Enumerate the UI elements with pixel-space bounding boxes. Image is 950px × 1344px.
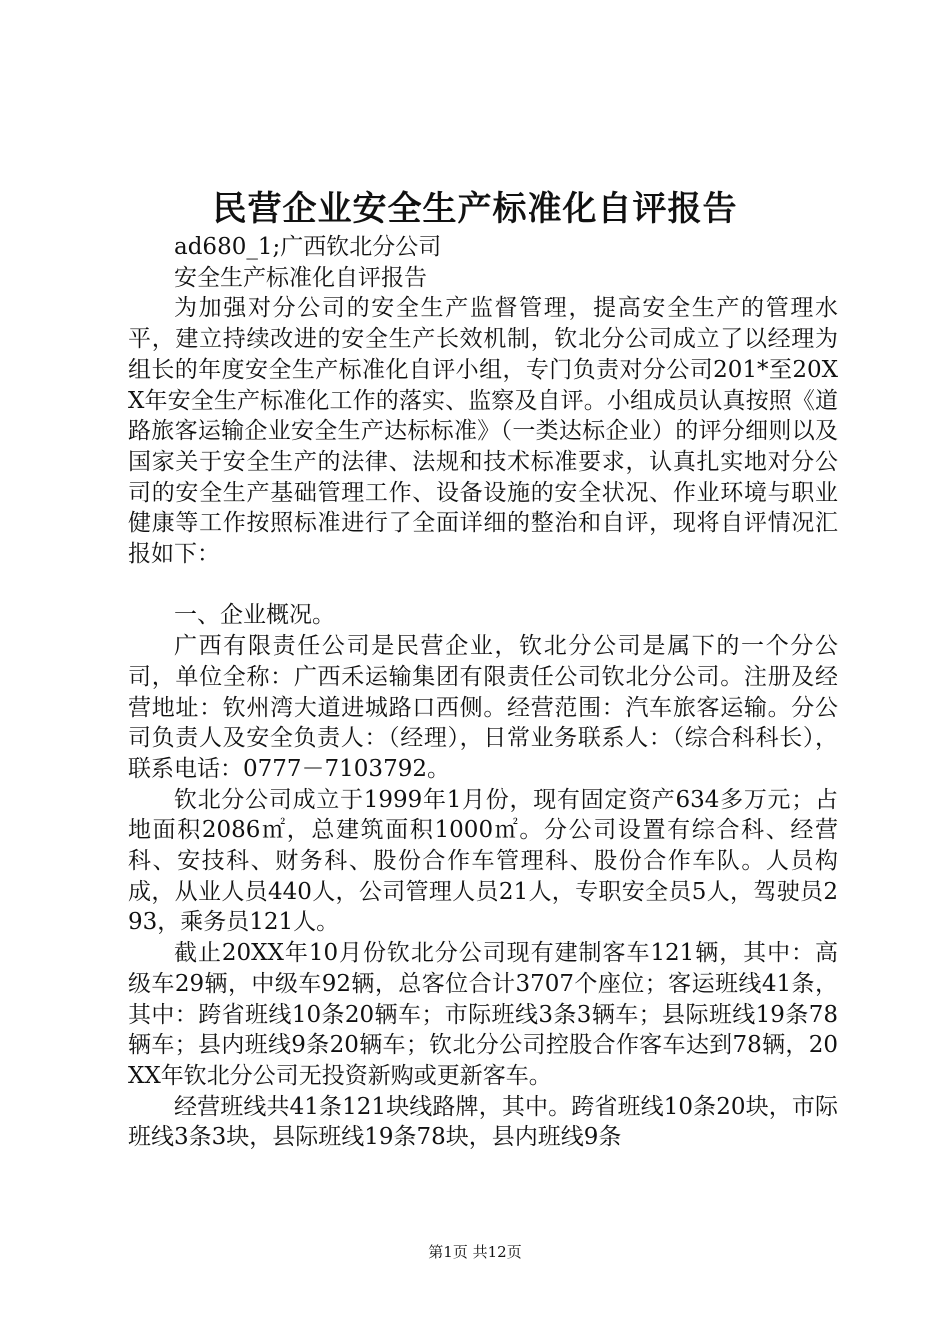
paragraph-company-assets: 钦北分公司成立于1999年1月份，现有固定资产634多万元；占地面积2086㎡，总建筑面积1000㎡。分公司设置有综合科、经营科、安技科、财务科、股份合作车管理科、股份合作车队。人员构成，从业人员440人，公司管理人员21人，专职安全员5人，驾驶员293，乘务员121人。 (128, 786, 838, 936)
paragraph-subtitle: 安全生产标准化自评报告 (174, 264, 427, 291)
paragraph-header-line: ad680_1;广西钦北分公司 (174, 234, 442, 260)
paragraph-intro: 为加强对分公司的安全生产监督管理，提高安全生产的管理水平，建立持续改进的安全生产长效机制，钦北分公司成立了以经理为组长的年度安全生产标准化自评小组，专门负责对分公司201*至20XX年安全生产标准化工作的落实、监察及自评。小组成员认真按照《道路旅客运输企业安全生产达标标准》（一类达标企业）的评分细则以及国家关于安全生产的法律、法规和技术标准要求，认真扎实地对分公司的安全生产基础管理工作、设备设施的安全状况、作业环境与职业健康等工作按照标准进行了全面详细的整治和自评，现将自评情况汇报如下： (128, 295, 838, 568)
paragraph-company-info: 广西有限责任公司是民营企业，钦北分公司是属下的一个分公司，单位全称：广西禾运输集团有限责任公司钦北分公司。注册及经营地址：钦州湾大道进城路口西侧。经营范围：汽车旅客运输。分公司负责人及安全负责人：（经理），日常业务联系人：（综合科科长），联系电话：0777－7103792。 (128, 633, 838, 782)
page-footer: 第1页 共12页 (428, 1243, 522, 1261)
document-body (128, 232, 838, 1153)
section-heading: 一、企业概况。 (174, 602, 335, 629)
document-title: 民营企业安全生产标准化自评报告 (212, 189, 738, 229)
paragraph-routes: 经营班线共41条121块线路牌，其中。跨省班线10条20块，市际班线3条3块，县际班线19条78块，县内班线9条 (128, 1093, 838, 1151)
paragraph-vehicles: 截止20XX年10月份钦北分公司现有建制客车121辆，其中：高级车29辆，中级车92辆，总客位合计3707个座位；客运班线41条，其中：跨省班线10条20辆车；市际班线3条3辆车；县际班线19条78辆车；县内班线9条20辆车；钦北分公司控股合作客车达到78辆，20XX年钦北分公司无投资新购或更新客车。 (128, 940, 838, 1089)
